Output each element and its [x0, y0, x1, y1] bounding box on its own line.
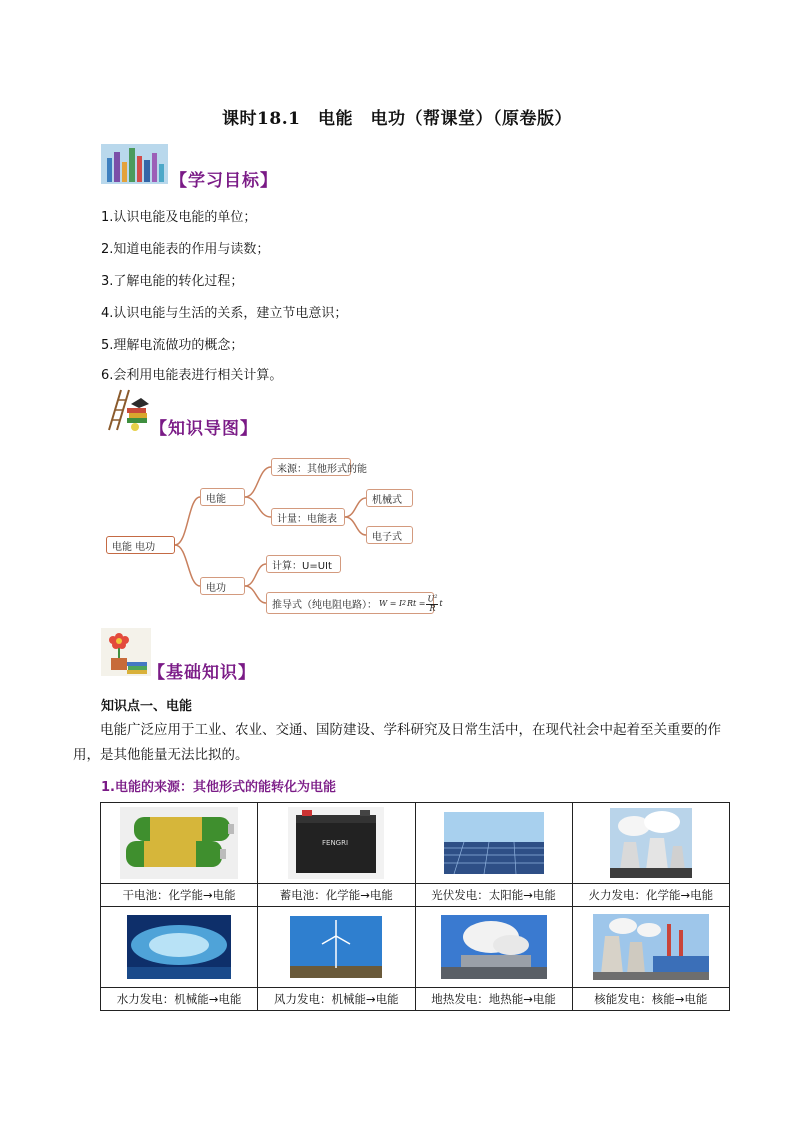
table-cell	[101, 907, 258, 1011]
table-cell	[101, 803, 258, 907]
derived-label: 推导式（纯电阻电路）：	[272, 599, 377, 611]
table-cell	[258, 803, 415, 907]
table-cell	[415, 803, 572, 907]
wind-turbine-photo	[258, 907, 414, 987]
goal-item: 5.理解电流做功的概念；	[101, 338, 244, 353]
battery-brand: FENGRI	[322, 839, 349, 847]
source-caption: 干电池：化学能→电能	[101, 883, 257, 906]
goal-item: 4.认识电能与生活的关系，建立节电意识；	[101, 306, 348, 321]
map-node-work: 电功	[200, 577, 245, 595]
page-title: 课时18.1 电能 电功（帮课堂）（原卷版）	[222, 109, 572, 129]
solar-panels-photo	[416, 803, 572, 883]
dry-battery-photo	[101, 803, 257, 883]
map-node-source: 来源：其他形式的能	[271, 458, 351, 476]
goal-item: 1.认识电能及电能的单位；	[101, 210, 257, 225]
map-node-derived	[266, 592, 443, 614]
map-node-mechanical: 机械式	[366, 489, 413, 507]
source-caption: 光伏发电：太阳能→电能	[416, 883, 572, 906]
flower-books-icon	[101, 628, 151, 680]
map-node-root: 电能 电功	[106, 536, 175, 554]
subheading: 1.电能的来源：其他形式的能转化为电能	[101, 780, 336, 795]
goal-item: 3.了解电能的转化过程；	[101, 274, 244, 289]
source-caption: 核能发电：核能→电能	[573, 987, 729, 1010]
table-row	[101, 907, 730, 1011]
source-caption: 地热发电：地热能→电能	[416, 987, 572, 1010]
map-heading: 【知识导图】	[150, 419, 258, 439]
map-node-calc: 计算：U=UIt	[266, 555, 341, 573]
source-caption: 风力发电：机械能→电能	[258, 987, 414, 1010]
source-caption: 蓄电池：化学能→电能	[258, 883, 414, 906]
energy-source-table	[100, 802, 730, 1011]
table-cell	[572, 907, 729, 1011]
storage-battery-photo	[258, 803, 414, 883]
table-cell	[572, 803, 729, 907]
table-row	[101, 803, 730, 907]
thermal-plant-photo	[573, 803, 729, 883]
source-caption: 火力发电：化学能→电能	[573, 883, 729, 906]
hydro-dam-photo	[101, 907, 257, 987]
derived-formula: W = I 2 Rt = $\frac{U^2}{R}$ t	[379, 594, 443, 613]
goals-heading: 【学习目标】	[170, 171, 278, 191]
knowledge-point-title: 知识点一、电能	[101, 699, 193, 714]
geothermal-plant-photo	[416, 907, 572, 987]
map-node-energy: 电能	[200, 488, 245, 506]
source-caption: 水力发电：机械能→电能	[101, 987, 257, 1010]
intro-paragraph: 电能广泛应用于工业、农业、交通、国防建设、学科研究及日常生活中，在现代社会中起着至关重要的作用，是其他能量无法比拟的。	[73, 722, 721, 763]
fraction: $\frac{U^2}{R}$	[427, 594, 438, 613]
table-cell	[415, 907, 572, 1011]
table-cell	[258, 907, 415, 1011]
goal-item: 6.会利用电能表进行相关计算。	[101, 368, 283, 383]
basics-heading: 【基础知识】	[148, 663, 256, 683]
goal-item: 2.知道电能表的作用与读数；	[101, 242, 270, 257]
map-node-meter: 计量：电能表	[271, 508, 345, 526]
map-node-electronic: 电子式	[366, 526, 413, 544]
nuclear-plant-photo	[573, 907, 729, 987]
